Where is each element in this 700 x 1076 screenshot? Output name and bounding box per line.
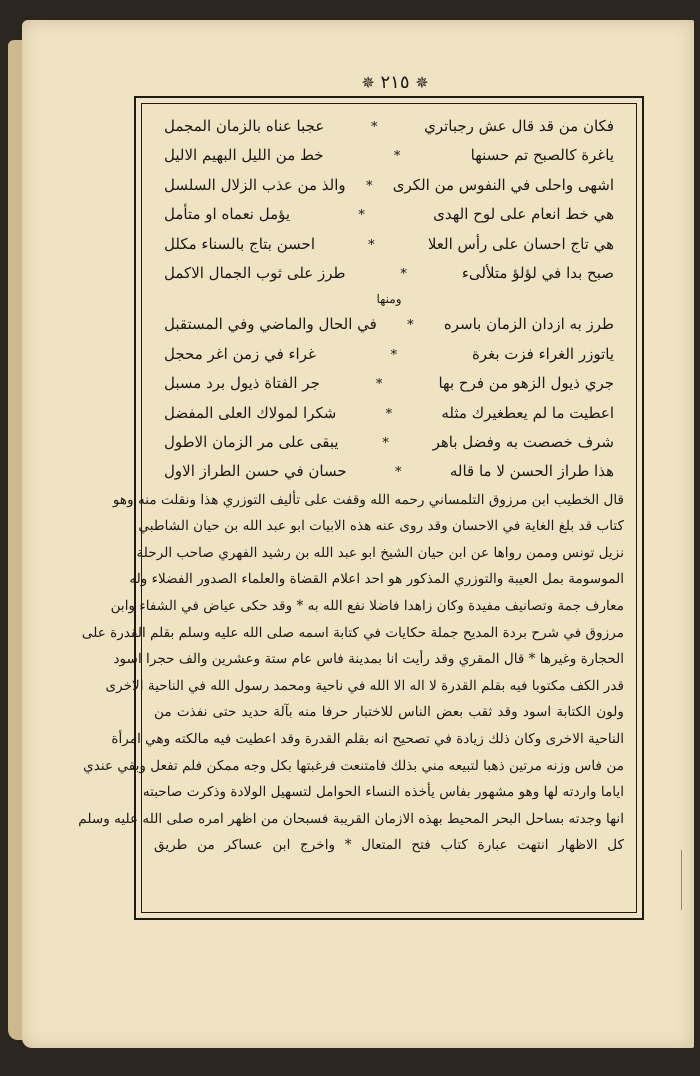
verse-first-hemistich: جري ذيول الزهو من فرح بها <box>438 374 614 393</box>
section-subtitle: ومنها <box>376 292 402 307</box>
verse-line <box>154 369 624 398</box>
verse-second-hemistich: احسن بتاج بالسناء مكلل <box>164 234 315 253</box>
prose-line: مرزوق في شرح بردة المديح جملة حكايات في كتابة اسمه صلى الله عليه وسلم بقلم القدرة على <box>81 624 624 641</box>
text-block <box>78 112 624 904</box>
verse-first-hemistich: طرز به ازدان الزمان باسره <box>443 315 614 334</box>
verse-separator: * <box>385 406 393 422</box>
verse-line <box>154 457 624 486</box>
page-edge-mark <box>681 850 690 910</box>
verse-separator: * <box>407 318 414 334</box>
verse-separator: * <box>375 377 383 393</box>
prose-line: معارف جمة وتصانيف مفيدة وكان زاهدا فاضلا نفع الله به * وقد حكى عياض في الشفاء وابن <box>110 598 624 615</box>
verse-separator: * <box>393 149 401 165</box>
text-frame <box>78 96 644 920</box>
verse-second-hemistich: حسان في حسن الطراز الاول <box>164 462 347 481</box>
verse-second-hemistich: شكرا لمولاك العلى المفضل <box>164 403 337 422</box>
verse-second-hemistich: خط من الليل البهيم الاليل <box>164 146 324 165</box>
verse-first-hemistich: هي تاج احسان على رأس العلا <box>427 234 614 253</box>
verse-line <box>154 141 624 170</box>
page-number: ٢١٥ <box>380 72 410 93</box>
verse-second-hemistich: جر الفتاة ذيول برد مسبل <box>164 374 320 393</box>
verse-line <box>154 112 624 141</box>
verse-second-hemistich: في الحال والماضي وفي المستقبل <box>164 315 377 334</box>
verse-separator: * <box>358 208 365 224</box>
verse-second-hemistich: والذ من عذب الزلال السلسل <box>164 175 346 194</box>
prose-line: الناحية الاخرى وكان ذلك زيادة في تصحيح انه بقلم القدرة وقد اعطيت فيه مالكته وهي امرأة <box>111 731 624 748</box>
prose-line: الموسومة بمل العيبة والتوزري المذكور هو احد اعلام القضاة والعلماء الصدور الفضلاء وله <box>129 571 624 588</box>
verse-separator: * <box>395 465 402 481</box>
ornament-icon: ✵ <box>361 73 375 92</box>
verse-second-hemistich: طرز على ثوب الجمال الاكمل <box>164 263 346 282</box>
verse-group-2 <box>154 310 624 486</box>
verse-second-hemistich: غراء في زمن اغر محجل <box>164 344 316 363</box>
prose-line: نزيل تونس وممن رواها عن ابن حيان الشيخ ابو عبد الله بن رشيد الفهري صاحب الرحلة <box>136 544 624 561</box>
page-header <box>350 72 440 98</box>
verse-separator: * <box>368 237 375 253</box>
verse-first-hemistich: شرف خصصت به وفضل باهر <box>432 432 614 451</box>
text-frame-inner <box>78 103 637 913</box>
verse-line <box>154 230 624 259</box>
verse-separator: * <box>382 435 389 451</box>
verse-first-hemistich: اشهى واحلى في النفوس من الكرى <box>392 175 614 194</box>
verse-first-hemistich: فكان من قد قال عش رجباتري <box>424 117 614 135</box>
verse-line <box>154 428 624 457</box>
prose-line: انها وجدته بساحل البحر المحيط بهذه الازمان القريبة فسبحان من اظهر امره صلى الله عليه وسلم <box>78 810 624 827</box>
verse-line <box>154 171 624 200</box>
prose-paragraph <box>78 487 624 859</box>
verse-line <box>154 259 624 288</box>
prose-line: كل الاظهار انتهت عبارة كتاب فتح المتعال * واخرج ابن عساكر من طريق <box>154 837 624 854</box>
verse-first-hemistich: صبح بدا في لؤلؤ متلألىء <box>461 263 614 282</box>
verse-first-hemistich: اعطيت ما لم يعطغيرك مثله <box>441 403 614 422</box>
verse-separator: * <box>400 266 407 282</box>
prose-line: الحجارة وغيرها * قال المقري وقد رأيت انا بمدينة فاس عام ستة وعشرين والف حجرا اسود <box>113 651 624 668</box>
verse-first-hemistich: هي خط انعام على لوح الهدى <box>433 205 614 224</box>
verse-first-hemistich: هذا طراز الحسن لا ما قاله <box>449 462 614 481</box>
verse-separator: * <box>370 120 378 135</box>
verse-line <box>154 399 624 428</box>
ornament-icon: ✵ <box>415 73 429 92</box>
prose-line: قدر الكف مكتوبا فيه بقلم القدرة لا اله الا الله في ناحية ومحمد رسول الله في الناحية الاخرى <box>105 677 624 694</box>
verse-line <box>154 200 624 229</box>
prose-line: من فاس وزنه مرتين ذهبا لتبيعه مني بذلك فامتنعت فرغبتها بكل وجه ممكن فلم تفعل وبقي عندي <box>83 757 624 774</box>
verse-group-1 <box>154 112 624 288</box>
verse-second-hemistich: يؤمل نعماه او متأمل <box>164 205 291 224</box>
prose-line: قال الخطيب ابن مرزوق التلمساني رحمه الله وقفت على تأليف التوزري هذا ونقلت منه وهو <box>112 491 624 508</box>
verse-separator: * <box>365 178 373 194</box>
verse-first-hemistich: ياغرة كالصبح تم حسنها <box>470 146 614 165</box>
verse-second-hemistich: يبقى على مر الزمان الاطول <box>164 432 339 451</box>
verse-line <box>154 340 624 369</box>
verse-separator: * <box>390 347 398 363</box>
prose-line: اياما واردته لها وهو مشهور بفاس يأخذه النساء الحوامل لتسهيل الولادة وذكرت صاحبته <box>142 784 624 801</box>
prose-line: ولون الكتابة اسود وقد ثقب بعض الناس للاختبار حرفا منه بآلة حديد حتى نفذت من <box>154 704 624 721</box>
verse-first-hemistich: ياتوزر الغراء فزت بغرة <box>471 344 614 363</box>
verse-second-hemistich: عجبا عناه بالزمان المجمل <box>164 117 325 135</box>
prose-line: كتاب قد بلغ الغاية في الاحسان وقد روى عنه هذه الابيات ابو عبد الله بن حيان الشاطبي <box>138 518 624 535</box>
verse-line <box>154 310 624 339</box>
